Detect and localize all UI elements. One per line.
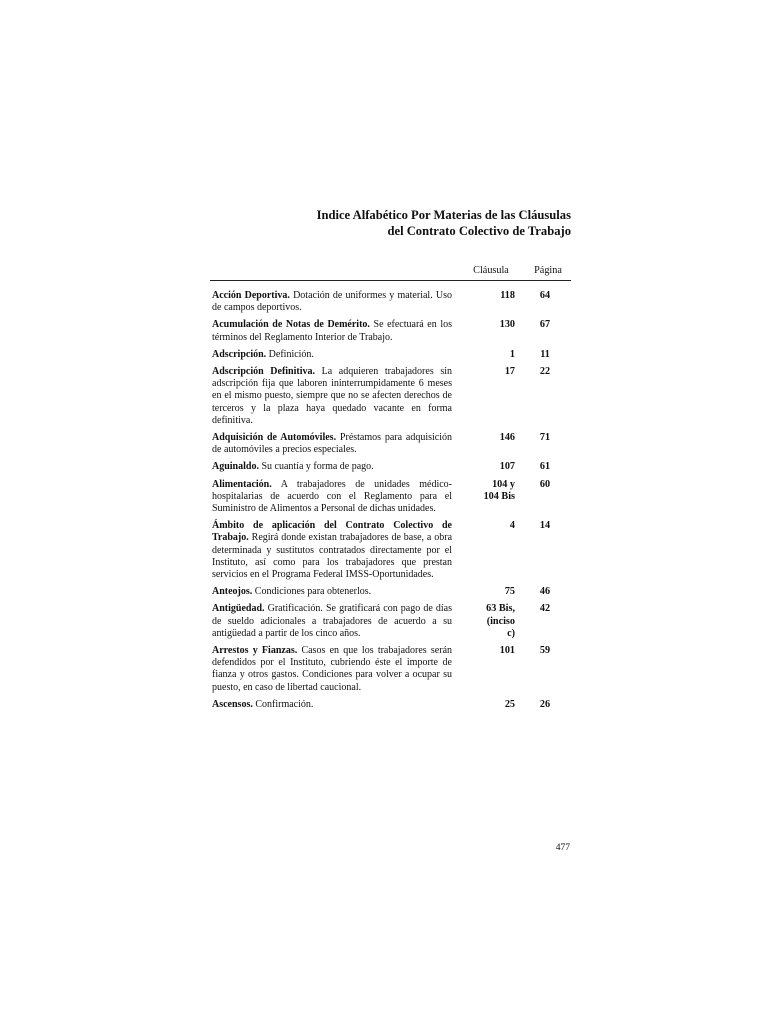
index-entry [212,586,571,598]
entry-term: Acción Deportiva. [212,290,290,301]
entry-text [212,603,452,640]
entry-clause-number: 101 [499,645,515,657]
entry-clause-number: 146 [499,432,515,444]
entry-clause-number: 107 [499,461,515,473]
entry-page-number: 22 [539,366,551,378]
entry-term: Aguinaldo. [212,461,259,473]
entry-text [212,520,452,581]
entry-term: Arrestos y Fianzas. [212,645,298,657]
entry-description: Casos en que los trabajadores serán defendidos por el Instituto, cubriendo éste el importe de fianza y otros gastos. Condiciones para volver a ocupar su puesto, en caso de libertad caucional. [212,645,453,693]
entry-text [212,349,452,361]
entry-description: Se efectuará en los términos del Reglamento Interior de Trabajo. [212,319,453,343]
entry-page-number: 71 [539,432,551,444]
entry-description: La adquieren trabajadores sin adscripción fija que laboren ininterrumpidamente 6 meses en el mismo puesto, siempre que no se afecten derechos de terceros y la plaza haya quedado vacante en forma definitiva. [212,366,452,426]
index-entry [212,699,571,711]
entry-term: Adquisición de Automóviles. [212,432,337,444]
page-title [260,208,571,239]
entry-description: Definición. [268,348,314,360]
entry-clause-number: 25 [504,698,515,710]
entry-term: Acumulación de Notas de Demérito. [212,319,370,331]
entry-term: Adscripción Definitiva. [212,366,316,378]
index-entry [212,319,571,343]
entry-text [212,366,452,427]
entry-description: Gratificación. Se gratificará con pago de días de sueldo adicionales a trabajadores de acuerdo a su antigüedad a partir de los cinco años. [212,603,452,639]
index-entry [212,520,571,581]
entry-term: Adscripción. [212,348,267,360]
entry-term: Ascensos. [212,698,253,710]
entry-text [212,290,452,314]
entry-text [212,586,452,598]
column-header-clausula: Cláusula [473,265,509,276]
entry-clause-number: 118 [500,290,515,301]
entry-clause-number: 17 [504,366,515,378]
index-entry [212,349,571,361]
entry-page-number: 26 [539,698,551,710]
entry-page-number: 64 [539,290,551,301]
index-entry [212,432,571,456]
entry-term: Alimentación. [212,478,272,490]
entry-term: Ámbito de aplicación del Contrato Colectivo de Trabajo. [212,520,452,544]
entry-clause-number: 63 Bis, (inciso c) [486,603,515,639]
entry-text [212,479,452,516]
entry-clause-number: 1 [509,348,515,360]
entry-page-number: 60 [539,478,551,490]
index-entry [212,290,571,314]
entry-page-number: 11 [540,348,550,360]
entry-page-number: 67 [539,319,551,331]
entry-description: Confirmación. [255,698,314,710]
entry-page-number: 59 [539,645,551,657]
index-entry [212,603,571,640]
entry-term: Anteojos. [212,586,253,598]
title-line-2: del Contrato Colectivo de Trabajo [387,223,571,238]
column-header-pagina: Página [534,265,562,276]
entry-description: Su cuantía y forma de pago. [261,461,374,473]
entry-page-number: 42 [539,603,551,615]
entry-text [212,645,452,694]
entry-text [212,461,452,473]
entry-term: Antigüedad. [212,603,265,615]
index-entry [212,461,571,473]
entry-text [212,432,452,456]
entry-clause-number: 130 [499,319,515,331]
entry-clause-number: 104 y 104 Bis [483,478,515,502]
index-entry [212,366,571,427]
page-number: 477 [555,843,570,853]
header-divider [210,280,571,281]
entry-page-number: 46 [539,586,551,598]
entry-text [212,319,452,343]
entry-page-number: 14 [539,520,551,532]
entry-description: Regirá donde existan trabajadores de base, a obra determinada y sustitutos contratados directamente por el Instituto, así como para los trabajadores que prestan servicios en el Programa Federal IMSS-Oportunidades. [212,532,453,581]
entry-text [212,699,452,711]
entry-page-number: 61 [539,461,551,473]
index-entry [212,645,571,694]
index-entry [212,479,571,516]
entry-clause-number: 4 [509,520,515,532]
entry-description: Préstamos para adquisición de automóviles a precios especiales. [212,432,453,456]
index-entries [212,290,571,716]
entry-clause-number: 75 [504,586,515,598]
entry-description: Dotación de uniformes y material. Uso de campos deportivos. [212,290,452,314]
title-line-1: Indice Alfabético Por Materias de las Cláusulas [316,208,571,222]
entry-description: Condiciones para obtenerlos. [254,586,372,598]
entry-description: A trabajadores de unidades médico-hospitalarias de acuerdo con el Reglamento para el Suministro de Alimentos a Personal de dichas unidades. [212,478,453,515]
